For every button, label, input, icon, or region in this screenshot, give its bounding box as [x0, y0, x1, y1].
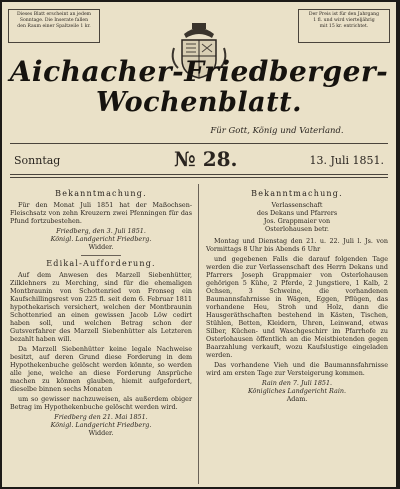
notice-line: Sonntage. Die Inserate fallen	[19, 18, 89, 23]
left-column	[10, 188, 192, 437]
divider	[10, 177, 388, 178]
motto: Für Gott, König und Vaterland.	[210, 126, 344, 136]
notice-text: Da Marzell Siebenhütter keine legale Nachweise besitzt, auf deren Grund diese Forderung in dem Hypothekenbuche gelöscht werden könnte, so werden alle jene, welche an diese Forderung Ansprüche machen zu können glauben, hiemit aufgefordert, dieselbe binnen sechs Monaten	[10, 345, 192, 393]
divider	[10, 143, 388, 144]
issue-date: 13. Juli 1851.	[309, 154, 384, 167]
notice-text: um so gewisser nachzuweisen, als außerdem obiger Betrag im Hypothekenbuche gelöscht werden wird.	[10, 395, 192, 411]
divider	[81, 255, 121, 256]
right-column	[206, 188, 388, 403]
notice-heading: Edikal-Aufforderung.	[46, 259, 156, 268]
masthead-line-2: Wochenblatt.	[96, 87, 302, 118]
issue-number: № 28.	[174, 147, 238, 171]
newspaper-page	[2, 2, 396, 487]
column-divider	[198, 184, 199, 484]
notice-text: Für den Monat Juli 1851 hat der Maßochsen-Fleischsatz von zehn Kreuzern zwei Pfenningen für das Pfund fortzubestehen.	[10, 201, 192, 225]
notice-line: 1 fl. und wird vierteljährig	[313, 18, 375, 23]
divider	[10, 174, 388, 175]
masthead-line-1: Aichacher-Friedberger-	[9, 55, 389, 88]
notice-subject: des Dekans und Pfarrers	[256, 209, 338, 217]
signature-office: Königl. Landgericht Friedberg.	[50, 421, 152, 429]
issue-day: Sonntag	[14, 154, 61, 167]
notice-text: Das vorhandene Vieh und die Baumannsfahrnisse wird am ersten Tage zur Versteigerung kommen.	[206, 361, 388, 377]
notice-subject: Osterlohausen betr.	[265, 225, 329, 233]
notice-heading: Bekanntmachung.	[251, 189, 343, 198]
signature-place: Rain den 7. Juli 1851.	[261, 379, 333, 387]
price-notice-box	[298, 9, 390, 43]
signature-place: Friedberg den 21. Mai 1851.	[54, 413, 148, 421]
signature-name: Adam.	[286, 395, 308, 403]
signature-office: Königliches Landgericht Rain.	[247, 387, 347, 395]
notice-line: Der Preis ist für den Jahrgang	[308, 12, 380, 17]
notice-subject: Jos. Grappmaier von	[263, 217, 331, 225]
signature-office: Königl. Landgericht Friedberg.	[50, 235, 152, 243]
notice-heading: Bekanntmachung.	[55, 189, 147, 198]
notice-subject: Verlassenschaft	[271, 201, 323, 209]
notice-text: und gegebenen Falls die darauf folgenden Tage werden die zur Verlassenschaft des Herrn Dekans und Pfarrers Joseph Grappmaier von Osterlohausen gehörigen 5 Kühe, 2 Pferde, 2 Jungstiere, 1 Kalb, 2 Ochsen, 3 Schweine, die vorhandenen Baumannsfahrnisse in Wägen, Eggen, Pflügen, das vorhandene Heu, Stroh und Holz, dann die Hausgeräthschaften bestehend in Kästen, Tischen, Stühlen, Betten, Kleidern, Uhren, Leinwand, etwas Silber, Küchen- und Waschgeschirr im Pfarrhofe zu Osterlohausen öffentlich an die Meistbietenden gegen Baarzahlung verkauft, wozu Kaufslustige eingeladen werden.	[206, 255, 388, 359]
notice-line: den Raum einer Spaltzeile 1 kr.	[17, 24, 91, 29]
notice-line: mit 15 kr. entrichtet.	[319, 24, 369, 29]
signature-name: Widder.	[88, 429, 114, 437]
publication-notice-box	[8, 9, 100, 43]
notice-text: Montag und Dienstag den 21. u. 22. Juli l. Js. von Vormittags 8 Uhr bis Abends 6 Uhr	[206, 237, 388, 253]
signature-name: Widder.	[88, 243, 114, 251]
signature-place: Friedberg, den 3. Juli 1851.	[56, 227, 146, 235]
notice-line: Dieses Blatt erscheint an jedem	[16, 12, 92, 17]
notice-text: Auf dem Anwesen des Marzell Siebenhütter, Zilklehners zu Merching, sind für die ehemaligen Montbraunin von Schottenried von Fronseg ein Kaufschillingsrest von 225 fl. seit dem 6. Februar 1811 hypothekarisch versichert, welchen der Montbraunin Schottenried an einen gewissen Jacob Löw cedirt haben soll, und welchen Betrag schon der Gutsverfahrer des Marzell Siebenhütter als Letzteren bezahlt haben will.	[10, 271, 192, 343]
